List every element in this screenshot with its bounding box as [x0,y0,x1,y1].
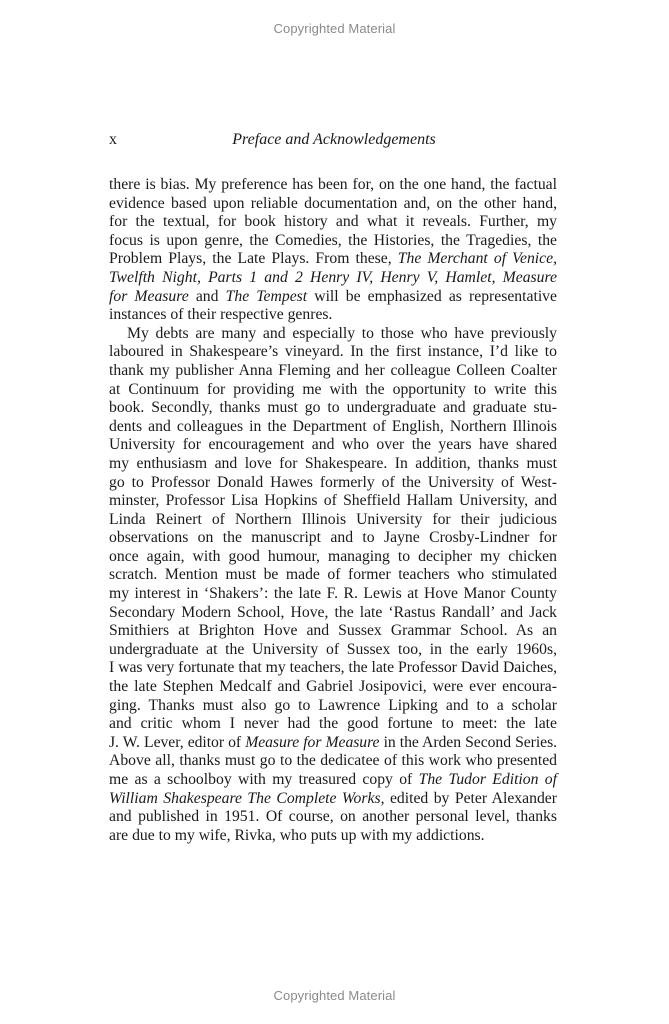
text-line [109,306,557,325]
text-segment: and [188,287,226,305]
text-segment: the late Stephen Medcalf and Gabriel Josipovici, were ever encoura- [109,678,557,696]
text-line [109,808,557,827]
text-line [109,399,557,418]
text-line [109,250,557,269]
text-line [109,678,557,697]
text-line [109,790,557,809]
text-segment: go to Professor Donald Hawes formerly of the University of West- [109,473,557,491]
text-segment: focus is upon genre, the Comedies, the Histories, the Tragedies, the [109,231,557,249]
text-line [109,176,557,195]
text-segment: thank my publisher Anna Fleming and her colleague Colleen Coalter [109,361,557,379]
text-segment: are due to my wife, Rivka, who puts up with my addictions. [109,826,485,844]
text-line [109,418,557,437]
text-segment: will be emphasized as representative [307,287,557,305]
text-line [109,566,557,585]
page-number: x [109,131,117,148]
text-segment: My debts are many and especially to those who have previously [127,324,557,342]
text-line [109,343,557,362]
text-line [109,659,557,678]
text-segment: observations on the manuscript and to Jayne Crosby-Lindner for [109,529,557,547]
text-line [109,752,557,771]
text-line [109,455,557,474]
text-segment: laboured in Shakespeare’s vineyard. In the first instance, I’d like to [109,343,557,361]
text-line [109,474,557,493]
text-line [109,734,557,753]
text-segment: minster, Professor Lisa Hopkins of Sheffield Hallam University, and [109,492,557,510]
text-segment: ging. Thanks must also go to Lawrence Lipking and to a scholar [109,696,557,714]
text-line [109,436,557,455]
running-header [109,131,559,153]
text-line [109,213,557,232]
body-text [109,176,557,845]
text-line [109,604,557,623]
text-segment: at Continuum for providing me with the opportunity to write this [109,380,557,398]
text-segment: and critic whom I never had the good fortune to meet: the late [109,715,557,733]
text-segment: instances of their respective genres. [109,306,333,324]
text-line [109,827,557,846]
text-line [109,548,557,567]
text-segment: book. Secondly, thanks must go to undergraduate and graduate stu- [109,399,557,417]
italic-title-text: William Shakespeare The Complete Works [109,789,381,807]
text-segment: I was very fortunate that my teachers, the late Professor David Daiches, [109,659,557,677]
text-line [109,715,557,734]
text-segment: J. W. Lever, editor of [109,733,246,751]
text-line [109,529,557,548]
copyright-watermark-top: Copyrighted Material [273,21,396,36]
text-line [109,288,557,307]
text-line [109,492,557,511]
text-segment: my interest in ‘Shakers’: the late F. R. Lewis at Hove Manor County [109,585,557,603]
text-line [109,381,557,400]
text-line [109,585,557,604]
copyright-watermark-bottom: Copyrighted Material [273,988,396,1003]
italic-title-text: The Merchant of Venice, [397,250,557,268]
text-segment: in the Arden Second Series. [379,733,557,751]
text-segment: Linda Reinert of Northern Illinois University for their judicious [109,510,557,528]
running-title: Preface and Acknowledgements [232,131,436,148]
text-segment: evidence based upon reliable documentation and, on the other hand, [109,194,557,212]
text-line [109,325,557,344]
italic-title-text: Twelfth Night, Parts 1 and 2 Henry IV, Henry V, Hamlet, Measure [109,268,557,286]
italic-title-text: The Tudor Edition of [418,771,558,788]
text-line [109,697,557,716]
text-segment: for the textual, for book history and what it reveals. Further, my [109,213,557,231]
text-segment: , edited by Peter Alexander [380,789,557,807]
italic-title-text: The Tempest [225,287,308,305]
text-segment: there is bias. My preference has been for, on the one hand, the factual [109,176,557,193]
text-segment: and published in 1951. Of course, on another personal level, thanks [109,808,557,826]
text-line [109,269,557,288]
text-segment: scratch. Mention must be made of former teachers who stimulated [109,566,557,584]
text-segment: Problem Plays, the Late Plays. From these, [109,250,398,268]
text-line [109,511,557,530]
text-line [109,195,557,214]
text-segment: my enthusiasm and love for Shakespeare. In addition, thanks must [109,454,557,472]
text-line [109,362,557,381]
text-segment: Smithiers at Brighton Hove and Sussex Grammar School. As an [109,622,557,640]
text-line [109,641,557,660]
text-segment: Above all, thanks must go to the dedicatee of this work who presented [109,752,557,770]
text-segment: dents and colleagues in the Department of English, Northern Illinois [109,417,557,435]
text-segment: me as a schoolboy with my treasured copy of [109,771,419,788]
text-segment: once again, with good humour, managing to decipher my chicken [109,547,557,565]
text-segment: undergraduate at the University of Sussex too, in the early 1960s, [109,640,557,658]
text-line [109,622,557,641]
italic-title-text: for Measure [109,287,189,305]
text-segment: Secondary Modern School, Hove, the late ‘Rastus Randall’ and Jack [109,603,557,621]
text-line [109,232,557,251]
text-segment: University for encouragement and who over the years have shared [109,436,557,454]
text-line [109,771,557,790]
italic-title-text: Measure for Measure [245,733,380,751]
